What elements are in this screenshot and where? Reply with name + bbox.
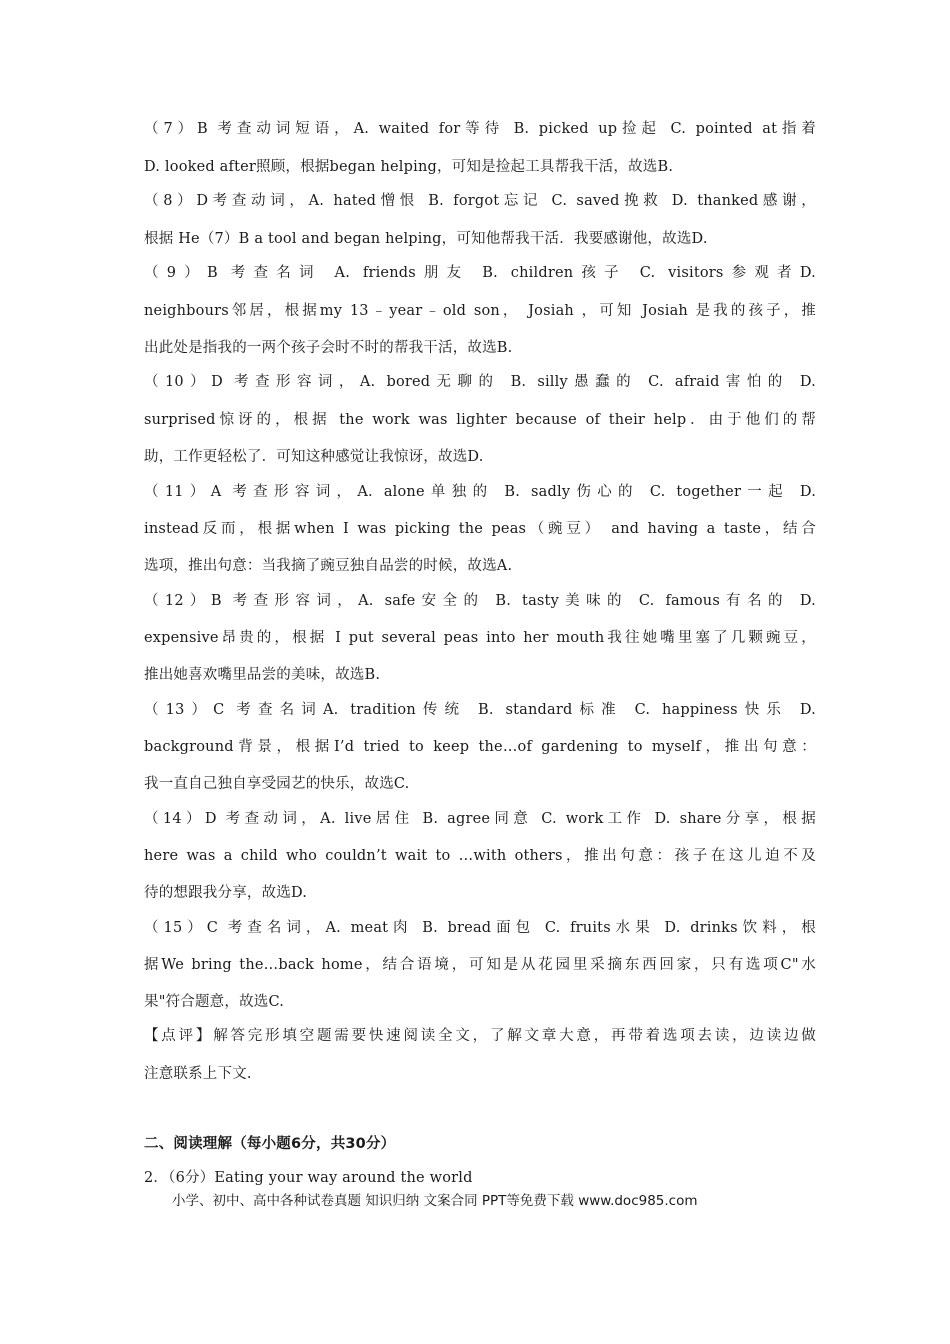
- text-line: （7）B 考查动词短语，A. waited for等待 B. picked up捡起 C. pointed at指着: [144, 121, 816, 137]
- text-line: 我一直自己独自享受园艺的快乐，故选C.: [144, 776, 410, 792]
- text-line: 根据 He（7）B a tool and began helping，可知他帮我干活．我要感谢他，故选D.: [144, 231, 708, 247]
- text-line: surprised惊讶的，根据 the work was lighter because of their help．由于他们的帮: [144, 412, 816, 428]
- text-line: （8）D考查动词，A. hated憎恨 B. forgot忘记 C. saved挽救 D. thanked感谢，: [144, 193, 816, 209]
- section-heading: 二、阅读理解（每小题6分，共30分）: [144, 1136, 396, 1152]
- text-line: 果"符合题意，故选C.: [144, 994, 285, 1010]
- text-line: （15）C 考查名词，A. meat肉 B. bread面包 C. fruits水果 D. drinks饮料，根: [144, 920, 816, 936]
- text-line: （12）B 考查形容词，A. safe安全的 B. tasty美味的 C. famous有名的 D.: [144, 593, 816, 609]
- text-line: （9）B 考查名词 A. friends朋友 B. children孩子 C. visitors参观者D.: [144, 265, 816, 281]
- text-line: 出此处是指我的一两个孩子会时不时的帮我干活，故选B.: [144, 340, 513, 356]
- text-line: D. looked after照顾，根据began helping，可知是捡起工具帮我干活，故选B.: [144, 159, 674, 175]
- text-line: （14）D 考查动词，A. live居住 B. agree同意 C. work工作 D. share分享，根据: [144, 811, 816, 827]
- text-line: background背景，根据I’d tried to keep the…of gardening to myself，推出句意：: [144, 739, 816, 755]
- text-line: 待的想跟我分享，故选D.: [144, 885, 308, 901]
- text-line: expensive昂贵的，根据 I put several peas into her mouth我往她嘴里塞了几颗豌豆，: [144, 630, 816, 646]
- footer-watermark: 小学、初中、高中各种试卷真题 知识归纳 文案合同 PPT等免费下载 www.doc985.com: [172, 1193, 698, 1209]
- text-line: here was a child who couldn’t wait to …with others，推出句意：孩子在这儿迫不及: [144, 848, 816, 864]
- text-line: 选项，推出句意：当我摘了豌豆独自品尝的时候，故选A.: [144, 558, 513, 574]
- text-line: neighbours邻居，根据my 13﹣year﹣old son， Josiah ，可知 Josiah 是我的孩子，推: [144, 303, 816, 319]
- text-line: 【点评】解答完形填空题需要快速阅读全文，了解文章大意，再带着选项去读，边读边做: [144, 1028, 816, 1044]
- text-line: instead反而，根据when I was picking the peas（豌豆） and having a taste，结合: [144, 521, 816, 537]
- question-line: 2．（6分）Eating your way around the world: [144, 1170, 473, 1186]
- text-line: （11）A 考查形容词，A. alone单独的 B. sadly伤心的 C. together一起 D.: [144, 484, 816, 500]
- text-line: 据We bring the…back home，结合语境，可知是从花园里采摘东西回家，只有选项C"水: [144, 957, 816, 973]
- text-line: 注意联系上下文.: [144, 1066, 252, 1082]
- text-line: （13）C 考查名词A. tradition传统 B. standard标准 C. happiness快乐 D.: [144, 702, 816, 718]
- text-line: 助，工作更轻松了．可知这种感觉让我惊讶，故选D.: [144, 449, 484, 465]
- text-line: 推出她喜欢嘴里品尝的美味，故选B.: [144, 667, 381, 683]
- text-line: （10）D 考查形容词，A. bored无聊的 B. silly愚蠢的 C. afraid害怕的 D.: [144, 374, 816, 390]
